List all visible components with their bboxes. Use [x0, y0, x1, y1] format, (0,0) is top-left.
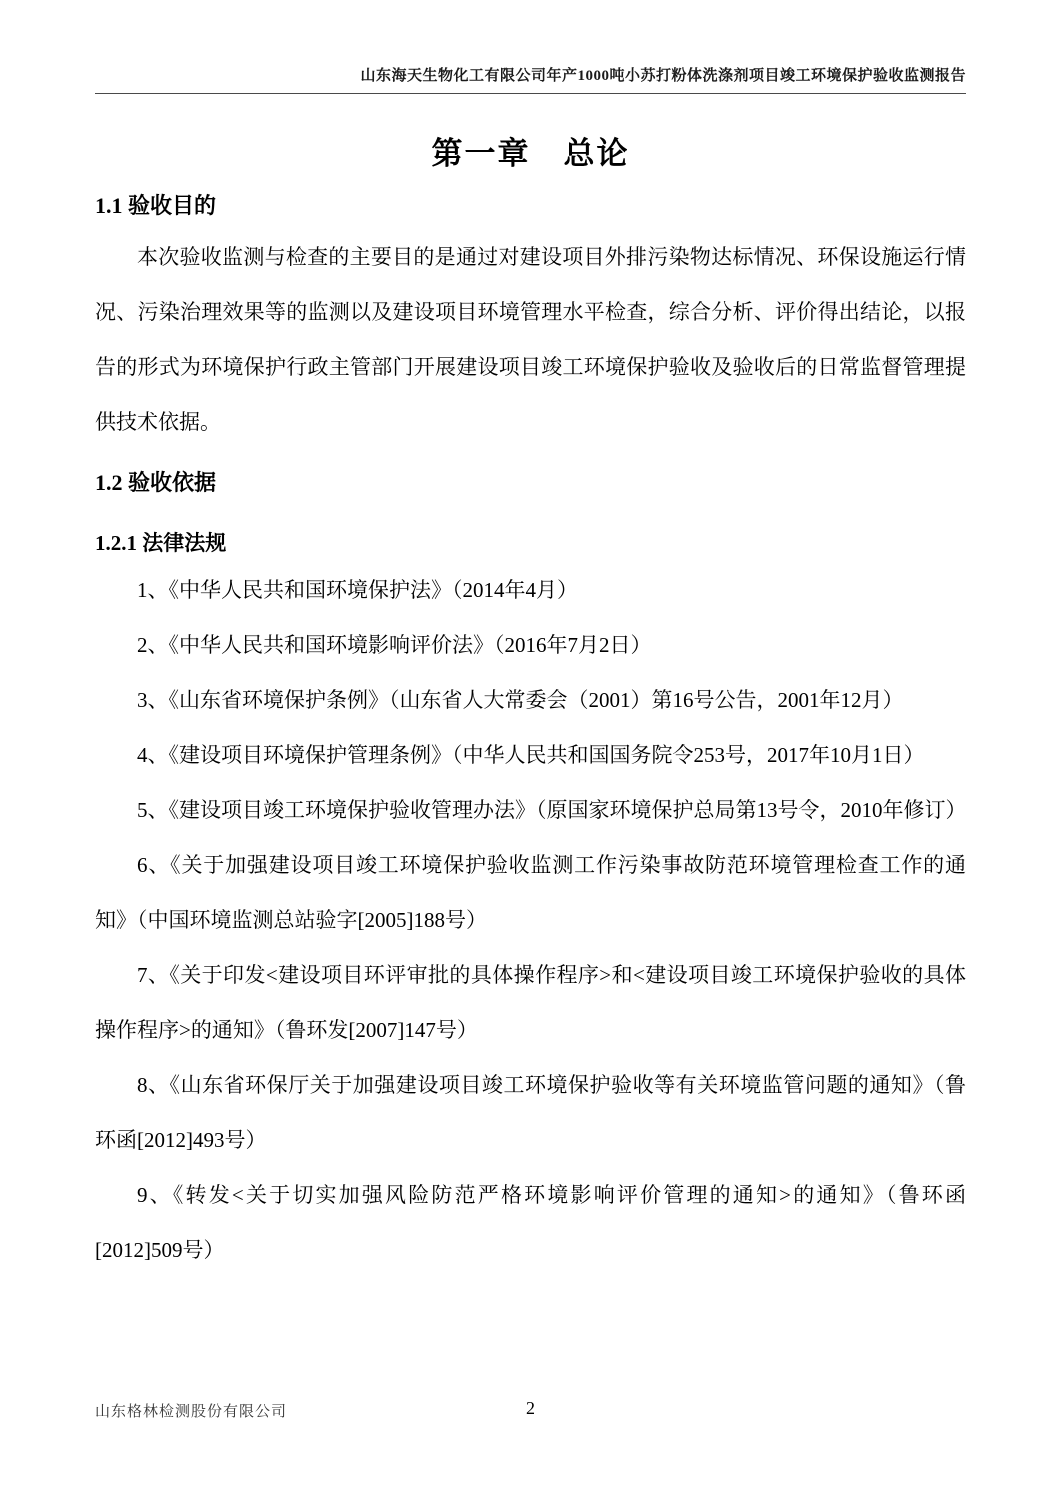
law-item-4: 4、《建设项目环境保护管理条例》（中华人民共和国国务院令253号，2017年10月1日）: [137, 743, 925, 767]
law-item-9: 9、《转发<关于切实加强风险防范严格环境影响评价管理的通知>的通知》（鲁环函[2012]509号）: [95, 1183, 966, 1262]
section-1-1-heading: 1.1 验收目的: [95, 193, 217, 218]
law-item-3: 3、《山东省环境保护条例》（山东省人大常委会（2001）第16号公告，2001年12月）: [137, 688, 904, 712]
footer-page-number: 2: [526, 1398, 535, 1418]
law-list: [95, 563, 966, 1278]
section-1-1-paragraph: 本次验收监测与检查的主要目的是通过对建设项目外排污染物达标情况、环保设施运行情况、污染治理效果等的监测以及建设项目环境管理水平检查，综合分析、评价得出结论，以报告的形式为环境保护行政主管部门开展建设项目竣工环境保护验收及验收后的日常监督管理提供技术依据。: [95, 245, 966, 434]
law-item-5: 5、《建设项目竣工环境保护验收管理办法》（原国家环境保护总局第13号令，2010年修订）: [137, 798, 967, 822]
law-item-1: 1、《中华人民共和国环境保护法》（2014年4月）: [137, 578, 578, 602]
law-item-7: 7、《关于印发<建设项目环评审批的具体操作程序>和<建设项目竣工环境保护验收的具体操作程序>的通知》（鲁环发[2007]147号）: [95, 963, 966, 1042]
chapter-title: 第一章 总论: [431, 136, 630, 171]
section-1-2-1-heading: 1.2.1 法律法规: [95, 531, 227, 555]
law-item-8: 8、《山东省环保厅关于加强建设项目竣工环境保护验收等有关环境监管问题的通知》（鲁环函[2012]493号）: [95, 1073, 966, 1152]
law-item-6: 6、《关于加强建设项目竣工环境保护验收监测工作污染事故防范环境管理检查工作的通知》（中国环境监测总站验字[2005]188号）: [95, 853, 966, 932]
law-item-2: 2、《中华人民共和国环境影响评价法》（2016年7月2日）: [137, 633, 652, 657]
footer-company: 山东格林检测股份有限公司: [95, 1404, 288, 1420]
section-1-2-heading: 1.2 验收依据: [95, 470, 217, 495]
page-footer: [95, 1398, 966, 1422]
running-header: [95, 64, 966, 94]
running-header-title: 山东海天生物化工有限公司年产1000吨小苏打粉体洗涤剂项目竣工环境保护验收监测报告: [360, 68, 966, 84]
